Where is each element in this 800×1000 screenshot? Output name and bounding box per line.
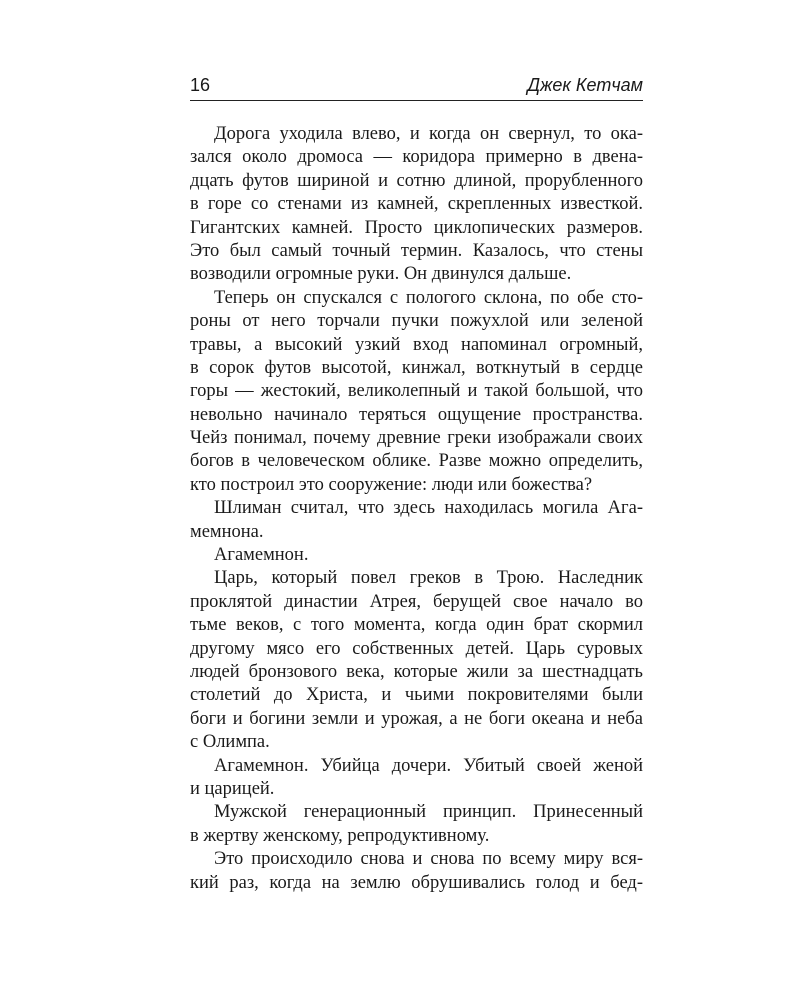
- running-head-author: Джек Кетчам: [527, 75, 643, 95]
- text-line: роны от него торчали пучки пожухлой или зеленой: [190, 311, 643, 332]
- text-line: богов в человеческом облике. Разве можно определить,: [190, 451, 643, 472]
- text-line: тьме веков, с того момента, когда один брат скормил: [190, 615, 643, 636]
- text-line: Гигантских камней. Просто циклопических размеров.: [190, 217, 643, 238]
- text-line: возводили огромные руки. Он двинулся дальше.: [190, 264, 572, 285]
- text-line: в горе со стенами из камней, скрепленных известкой.: [190, 194, 643, 215]
- text-line: другому мясо его собственных детей. Царь суровых: [190, 638, 643, 659]
- header-rule: [190, 100, 643, 101]
- text-line: боги и богини земли и урожая, а не боги океана и неба: [190, 708, 643, 729]
- text-line: Шлиман считал, что здесь находилась могила Ага-: [214, 498, 643, 519]
- text-line: Мужской генерационный принцип. Принесенный: [214, 802, 643, 823]
- text-line: кто построил это сооружение: люди или божества?: [190, 474, 593, 495]
- text-line: в жертву женскому, репродуктивному.: [190, 825, 490, 846]
- text-line: Агамемнон. Убийца дочери. Убитый своей женой: [214, 755, 643, 776]
- text-line: Чейз понимал, почему древние греки изображали своих: [190, 428, 643, 449]
- text-line: Теперь он спускался с пологого склона, по обе сто-: [214, 287, 643, 308]
- text-line: с Олимпа.: [190, 732, 270, 753]
- text-line: Царь, который повел греков в Трою. Наследник: [214, 568, 643, 589]
- text-line: Агамемнон.: [214, 545, 309, 566]
- body-text: [190, 123, 643, 895]
- text-line: проклятой династии Атрея, берущей свое начало во: [190, 591, 643, 612]
- running-head: [190, 74, 643, 98]
- text-line: дцать футов шириной и сотню длиной, прорубленного: [190, 170, 643, 191]
- text-line: Это был самый точный термин. Казалось, что стены: [190, 240, 643, 261]
- text-line: Дорога уходила влево, и когда он свернул, то ока-: [214, 124, 643, 144]
- text-line: мемнона.: [190, 521, 264, 542]
- text-line: травы, а высокий узкий вход напоминал огромный,: [190, 334, 643, 355]
- page-number: 16: [190, 75, 211, 95]
- text-line: столетий до Христа, и чьими покровителями были: [190, 685, 643, 706]
- text-line: кий раз, когда на землю обрушивались голод и бед-: [190, 872, 643, 893]
- text-line: и царицей.: [190, 778, 275, 799]
- text-line: невольно начинало теряться ощущение пространства.: [190, 404, 643, 425]
- text-line: Это происходило снова и снова по всему миру вся-: [214, 849, 643, 870]
- text-line: в сорок футов высотой, кинжал, воткнутый в сердце: [190, 357, 643, 378]
- text-line: горы — жестокий, великолепный и такой большой, что: [190, 381, 643, 402]
- text-line: зался около дромоса — коридора примерно в двена-: [190, 147, 643, 168]
- text-line: людей бронзового века, которые жили за шестнадцать: [190, 661, 643, 682]
